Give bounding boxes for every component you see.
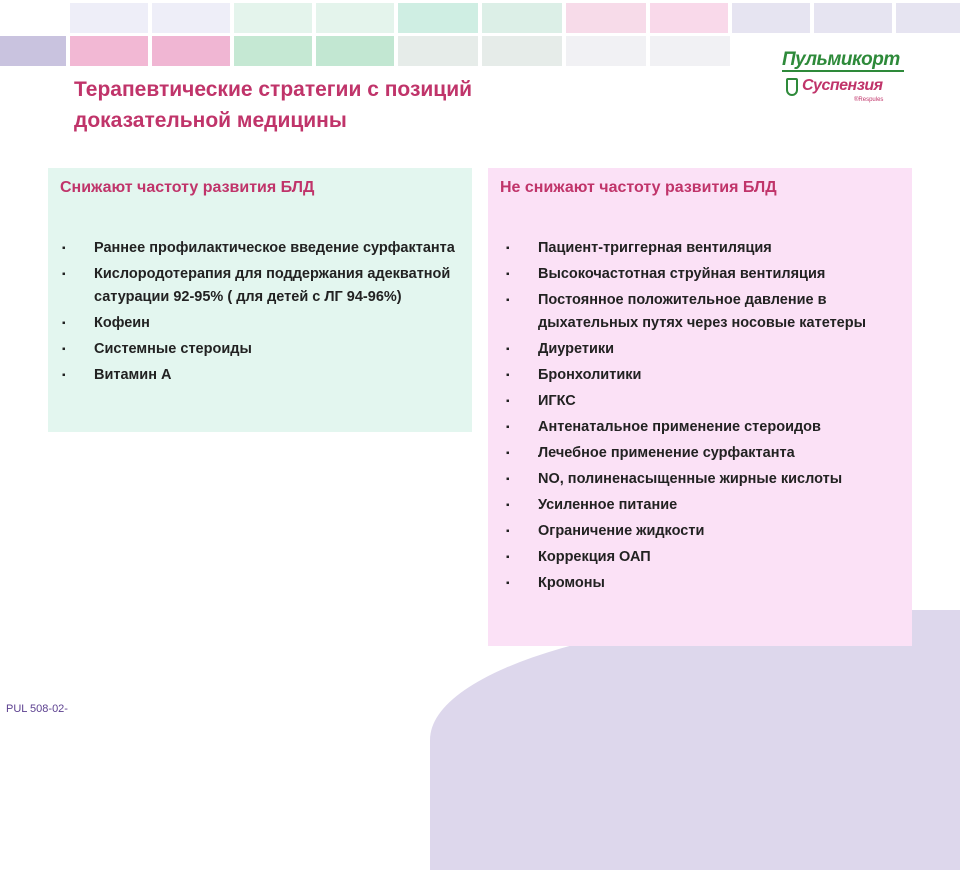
- reduces-bpd-panel: [48, 168, 472, 432]
- list-item: [504, 237, 904, 260]
- reduces-bpd-heading: Снижают частоту развития БЛД: [60, 179, 315, 196]
- list-item: [504, 520, 904, 543]
- does-not-reduce-bpd-heading: Не снижают частоту развития БЛД: [500, 179, 777, 196]
- decor-tile: [732, 3, 810, 33]
- square-bullet-icon: ▪: [506, 344, 510, 355]
- square-bullet-icon: ▪: [62, 269, 66, 280]
- square-bullet-icon: ▪: [506, 474, 510, 485]
- list-item-text: NO, полиненасыщенные жирные кислоты: [538, 471, 843, 487]
- brand-logo: [782, 48, 900, 108]
- decor-tile: [482, 36, 562, 66]
- decor-tile: [316, 36, 394, 66]
- square-bullet-icon: ▪: [62, 318, 66, 329]
- title-line: доказательной медицины: [74, 109, 347, 132]
- square-bullet-icon: ▪: [506, 448, 510, 459]
- list-item: [504, 468, 904, 491]
- decor-tile: [152, 36, 230, 66]
- square-bullet-icon: ▪: [506, 578, 510, 589]
- list-item: [504, 364, 904, 387]
- list-item-text: Высокочастотная струйная вентиляция: [538, 266, 826, 282]
- logo-brand-name: Пульмикорт: [782, 50, 904, 72]
- decor-tile: [152, 3, 230, 33]
- list-item: [504, 338, 904, 361]
- decor-tile: [70, 36, 148, 66]
- decor-tile: [482, 3, 562, 33]
- decorative-background-swoosh: [430, 610, 960, 870]
- list-item: [60, 338, 464, 361]
- logo-product-name: Суспензия: [802, 77, 883, 94]
- list-item-text: Раннее профилактическое введение сурфактанта: [94, 240, 455, 256]
- does-not-reduce-bpd-panel: [488, 168, 912, 646]
- list-item: [504, 442, 904, 465]
- square-bullet-icon: ▪: [506, 295, 510, 306]
- decor-tile: [234, 3, 312, 33]
- list-item: [504, 546, 904, 569]
- title-line: Терапевтические стратегии с позиций: [74, 78, 473, 101]
- list-item: [504, 263, 904, 286]
- list-item: [60, 312, 464, 335]
- decor-tile: [0, 36, 66, 66]
- square-bullet-icon: ▪: [62, 243, 66, 254]
- decor-tile: [316, 3, 394, 33]
- square-bullet-icon: ▪: [62, 344, 66, 355]
- list-item: [504, 494, 904, 517]
- decor-tile: [234, 36, 312, 66]
- decor-tile: [650, 3, 728, 33]
- decor-tile: [566, 36, 646, 66]
- square-bullet-icon: ▪: [506, 500, 510, 511]
- list-item-text: Системные стероиды: [94, 341, 252, 357]
- square-bullet-icon: ▪: [506, 422, 510, 433]
- decor-tile: [70, 3, 148, 33]
- list-item: [504, 390, 904, 413]
- decor-tile: [650, 36, 730, 66]
- square-bullet-icon: ▪: [62, 370, 66, 381]
- page-title: [74, 74, 634, 136]
- list-item-text: Кофеин: [94, 315, 150, 331]
- decor-tile: [398, 3, 478, 33]
- list-item: [504, 416, 904, 439]
- decor-tile: [814, 3, 892, 33]
- list-item-text: Бронхолитики: [538, 367, 642, 383]
- list-item: [504, 289, 904, 335]
- inhaler-icon: [786, 78, 798, 96]
- list-item: [60, 237, 464, 260]
- decor-tile: [398, 36, 478, 66]
- square-bullet-icon: ▪: [506, 370, 510, 381]
- footer-code: PUL 508-02-: [6, 703, 68, 715]
- list-item-text: Кромоны: [538, 575, 605, 591]
- list-item-text: Коррекция ОАП: [538, 549, 651, 565]
- list-item-text: Ограничение жидкости: [538, 523, 705, 539]
- list-item-text: Усиленное питание: [538, 497, 678, 513]
- square-bullet-icon: ▪: [506, 526, 510, 537]
- list-item-text: Пациент-триггерная вентиляция: [538, 240, 772, 256]
- square-bullet-icon: ▪: [506, 243, 510, 254]
- logo-subtext: ®Respules: [854, 97, 884, 103]
- list-item-text: Витамин А: [94, 367, 172, 383]
- list-item-text: Кислородотерапия для поддержания адекватной сатурации 92-95% ( для детей с ЛГ 94-96%): [94, 266, 451, 305]
- list-item-text: Антенатальное применение стероидов: [538, 419, 821, 435]
- list-item: [504, 572, 904, 595]
- list-item-text: ИГКС: [538, 393, 576, 409]
- reduces-bpd-list: [60, 237, 464, 390]
- list-item-text: Лечебное применение сурфактанта: [538, 445, 795, 461]
- square-bullet-icon: ▪: [506, 269, 510, 280]
- decor-tile: [566, 3, 646, 33]
- list-item: [60, 263, 464, 309]
- list-item-text: Диуретики: [538, 341, 615, 357]
- square-bullet-icon: ▪: [506, 552, 510, 563]
- square-bullet-icon: ▪: [506, 396, 510, 407]
- decor-tile: [896, 3, 960, 33]
- list-item: [60, 364, 464, 387]
- list-item-text: Постоянное положительное давление в дыхательных путях через носовые катетеры: [538, 292, 866, 331]
- does-not-reduce-bpd-list: [504, 237, 904, 598]
